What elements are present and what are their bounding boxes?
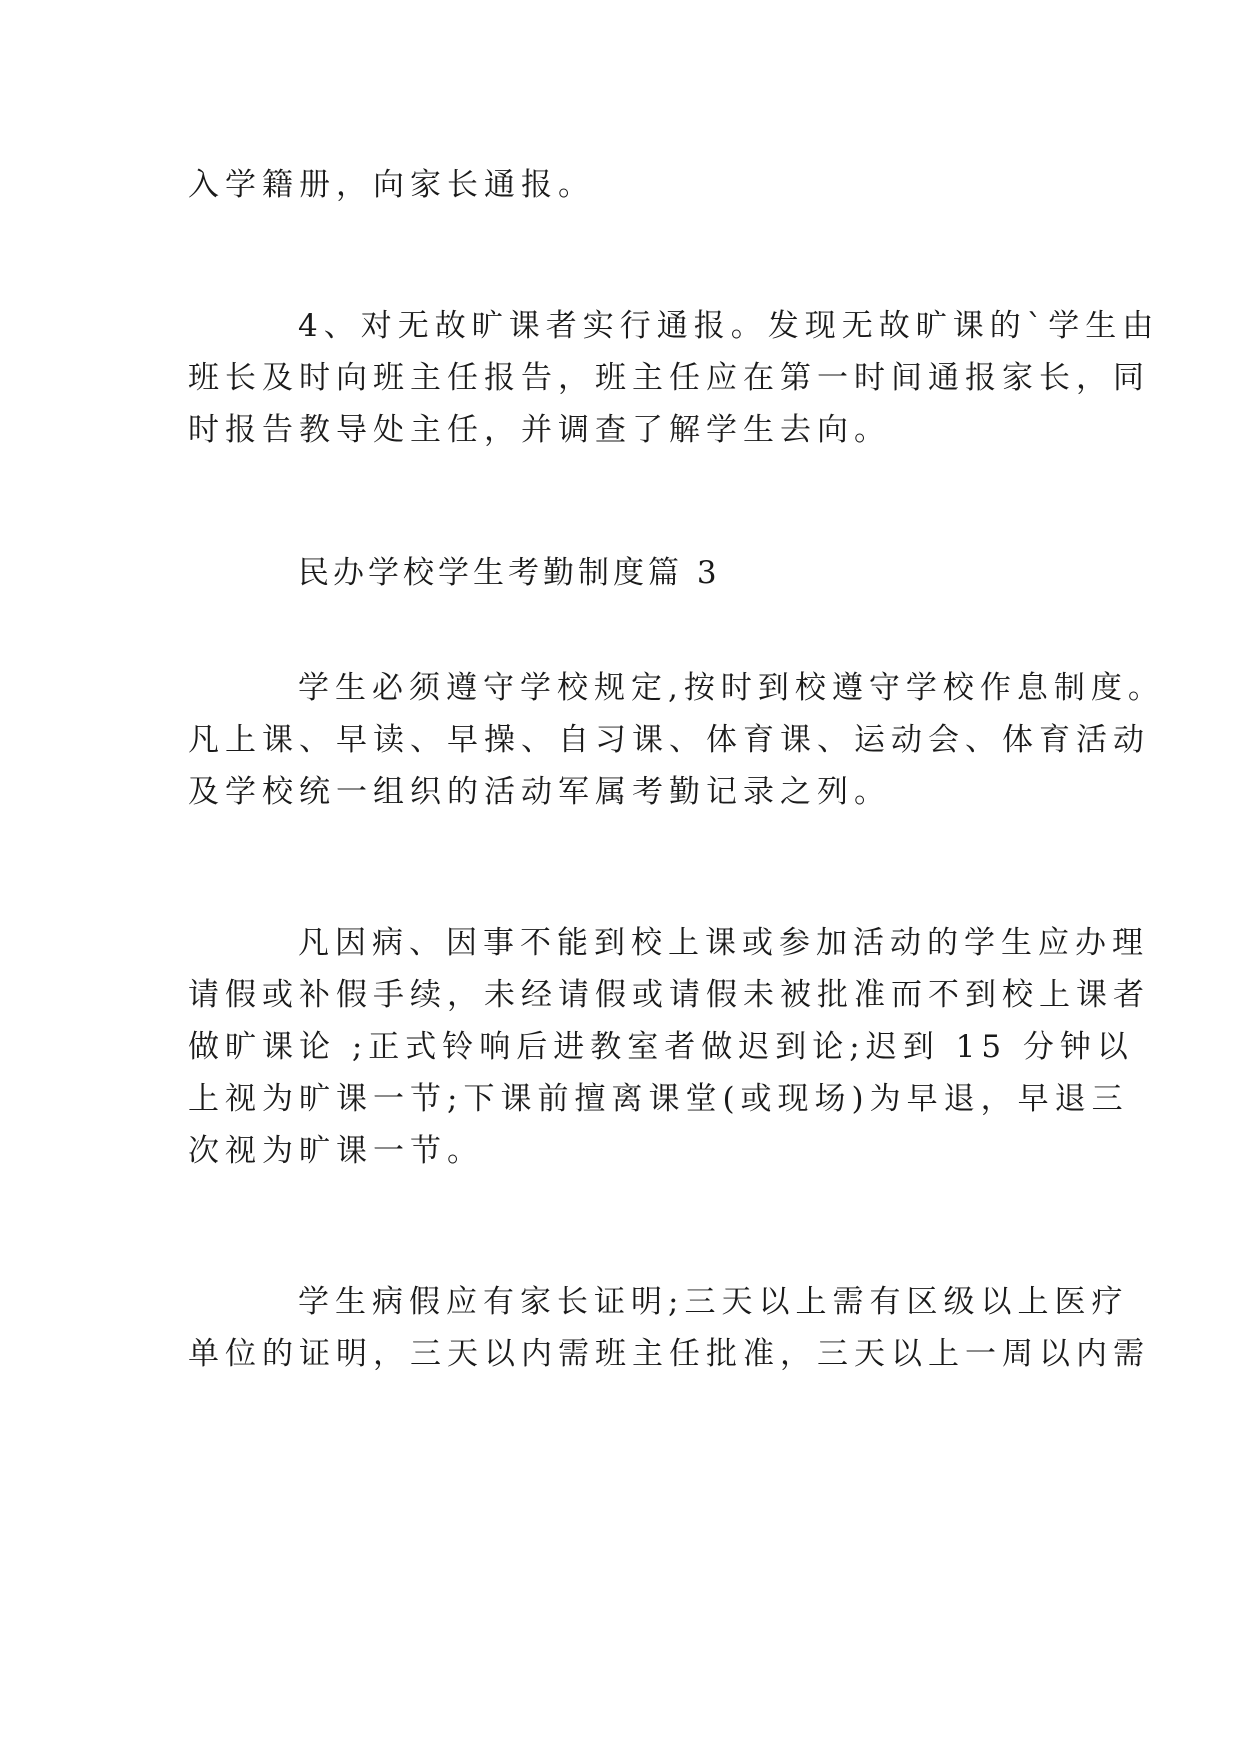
paragraph-line: 入学籍册，向家长通报。	[188, 167, 595, 203]
paragraph-line: 请假或补假手续，未经请假或请假未被批准而不到校上课者	[188, 977, 1150, 1013]
paragraph-line: 上视为旷课一节;下课前擅离课堂(或现场)为早退，早退三	[188, 1081, 1129, 1117]
paragraph-line: 班长及时向班主任报告，班主任应在第一时间通报家长，同	[188, 360, 1150, 396]
paragraph-line: 做旷课论 ;正式铃响后进教室者做迟到论;迟到 15 分钟以	[188, 1029, 1134, 1065]
paragraph-line: 凡因病、因事不能到校上课或参加活动的学生应办理	[298, 925, 1149, 961]
paragraph-line: 及学校统一组织的活动军属考勤记录之列。	[188, 774, 891, 810]
paragraph-line: 凡上课、早读、早操、自习课、体育课、运动会、体育活动	[188, 722, 1150, 758]
paragraph-line: 单位的证明，三天以内需班主任批准，三天以上一周以内需	[188, 1336, 1150, 1372]
paragraph-line: 学生病假应有家长证明;三天以上需有区级以上医疗	[298, 1284, 1129, 1320]
paragraph-line: 学生必须遵守学校规定,按时到校遵守学校作息制度。	[298, 670, 1165, 706]
paragraph-line: 4、对无故旷课者实行通报。发现无故旷课的`学生由	[298, 308, 1160, 344]
paragraph-line: 次视为旷课一节。	[188, 1133, 484, 1169]
section-heading: 民办学校学生考勤制度篇 3	[298, 555, 721, 591]
paragraph-line: 时报告教导处主任，并调查了解学生去向。	[188, 412, 891, 448]
